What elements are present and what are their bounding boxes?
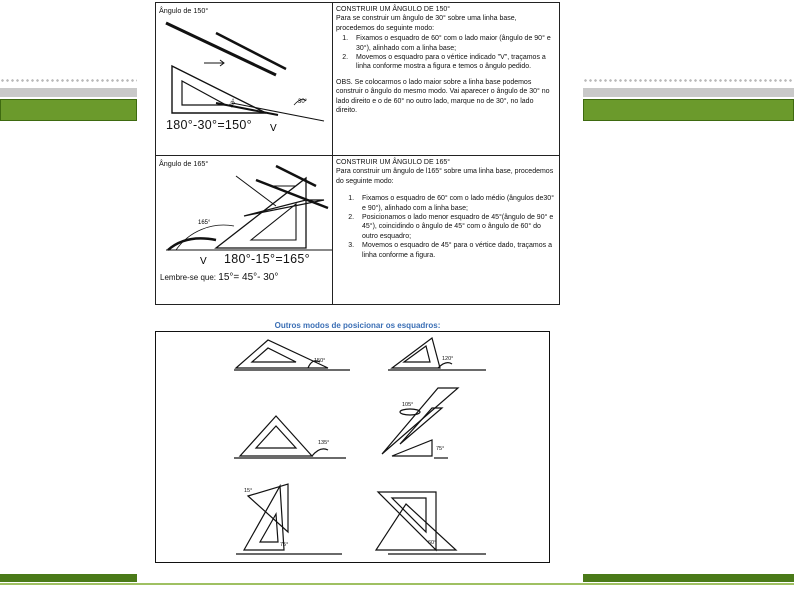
instructions-165-title: CONSTRUIR UM ÂNGULO DE 165° bbox=[336, 159, 451, 166]
section-subtitle: Outros modos de posicionar os esquadros: bbox=[274, 321, 441, 330]
instruction-table bbox=[155, 2, 560, 305]
vertex-label-v: V bbox=[270, 123, 277, 134]
instructions-150-obs: OBS. Se colocarmos o lado maior sobre a linha base podemos construir o ângulo do mesmo modo. Vai aparecer o ângulo de 30° no lado direito e o de 60° no outro lado, marque no de 30°, no lado direito. bbox=[336, 78, 550, 115]
angle-label-60: 60° bbox=[428, 540, 437, 546]
angle-label-30: 30° bbox=[228, 98, 239, 109]
angle-label-30-b: 30° bbox=[298, 99, 308, 105]
angle-label-75: 75° bbox=[436, 446, 445, 452]
equation-150: 180°-30°=150° bbox=[166, 118, 252, 132]
instructions-150-title: CONSTRUIR UM ÂNGULO DE 150° bbox=[336, 6, 451, 13]
angle-label-105: 105° bbox=[402, 402, 414, 408]
angle-label-165: 165° bbox=[198, 220, 211, 226]
table-row bbox=[156, 156, 560, 305]
list-item: 3. Movemos o esquadro de 45° para o vértice dado, traçamos a linha conforme a figura. bbox=[356, 241, 556, 260]
angle-label-15: 15° bbox=[244, 488, 253, 494]
angle-165-title: Ângulo de 165° bbox=[159, 159, 209, 168]
instructions-165-steps bbox=[336, 194, 556, 260]
table-row bbox=[156, 3, 560, 156]
angle-label-135: 135° bbox=[318, 440, 330, 446]
list-item: 1. Fixamos o esquadro de 60° com o lado médio (ângulos de30° e 90°), alinhado com a linha base; bbox=[356, 194, 556, 213]
angle-150-title: Ângulo de 150° bbox=[159, 6, 209, 15]
instructions-165-intro: Para construir um ângulo de l165° sobre uma linha base, procedemos do seguinte modo: bbox=[336, 168, 554, 185]
angle-label-75-b: 75° bbox=[280, 542, 289, 548]
angle-150-diagram bbox=[156, 3, 332, 155]
instructions-150 bbox=[333, 3, 560, 156]
set-square-drawings bbox=[156, 332, 548, 561]
vertex-label-v-2: V bbox=[200, 256, 207, 267]
list-item: 2. Movemos o esquadro para o vértice indicado "V", traçamos a linha conforme mostra a figura e temos o ângulo pedido. bbox=[350, 53, 556, 72]
list-item: 2. Posicionamos o lado menor esquadro de 45°(ângulo de 90° e 45°), coincidindo o ângulo de 45° com o ângulo de 60° do outro esquadro; bbox=[356, 213, 556, 241]
figure-cell-150 bbox=[156, 3, 333, 156]
right-bottom-bar bbox=[583, 574, 794, 582]
instructions-165 bbox=[333, 156, 560, 305]
remember-formula: 15°= 45°- 30° bbox=[218, 272, 279, 283]
remember-prefix: Lembre-se que: bbox=[160, 273, 217, 282]
left-dotted-line bbox=[0, 78, 137, 83]
left-gray-band bbox=[0, 88, 137, 97]
angle-label-150: 150° bbox=[314, 358, 326, 364]
right-gray-band bbox=[583, 88, 794, 97]
left-bottom-bar bbox=[0, 574, 137, 582]
right-green-bar bbox=[583, 99, 794, 121]
bottom-thin-line bbox=[0, 583, 794, 585]
figure-cell-165 bbox=[156, 156, 333, 305]
angle-label-120: 120° bbox=[442, 356, 454, 362]
remember-note bbox=[160, 273, 278, 282]
right-dotted-line bbox=[583, 78, 794, 83]
left-green-bar bbox=[0, 99, 137, 121]
equation-165: 180°-15°=165° bbox=[224, 252, 310, 266]
set-square-positions-figure bbox=[155, 331, 550, 563]
instructions-150-steps bbox=[336, 34, 556, 72]
list-item: 1. Fixamos o esquadro de 60° com o lado maior (ângulo de 90° e 30°), alinhado com a linha base; bbox=[350, 34, 556, 53]
instructions-150-intro: Para se construir um ângulo de 30° sobre uma linha base, procedemos do seguinte modo: bbox=[336, 15, 517, 32]
